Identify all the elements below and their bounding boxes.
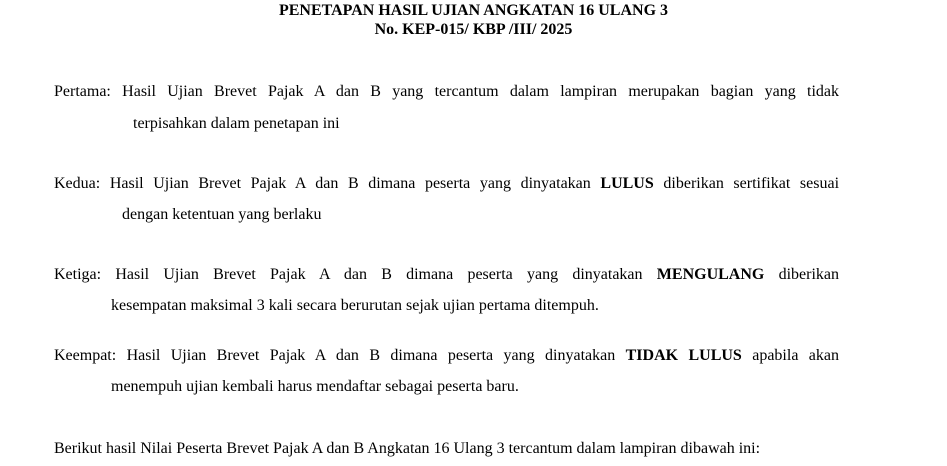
clause-pertama-line2: terpisahkan dalam penetapan ini [133, 115, 340, 132]
clause-kedua-line1 [54, 169, 839, 198]
clause-pertama-line1 [54, 77, 839, 106]
status-lulus: LULUS [600, 175, 654, 192]
document-title: PENETAPAN HASIL UJIAN ANGKATAN 16 ULANG 3 [278, 2, 669, 19]
clause-text: Hasil Ujian Brevet Pajak A dan B dimana peserta yang dinyatakan [109, 175, 591, 192]
clause-ketiga-line2: kesempatan maksimal 3 kali secara berurutan sejak ujian pertama ditempuh. [111, 297, 599, 314]
clause-ketiga-line1 [54, 260, 839, 289]
clause-label: Kedua: [54, 175, 101, 192]
clause-kedua-line2: dengan ketentuan yang berlaku [122, 206, 322, 223]
clause-keempat-line2: menempuh ujian kembali harus mendaftar sebagai peserta baru. [111, 378, 519, 395]
clause-text: diberikan [778, 266, 840, 283]
clause-text: Hasil Ujian Brevet Pajak A dan B dimana peserta yang dinyatakan [126, 347, 616, 364]
closing-statement: Berikut hasil Nilai Peserta Brevet Pajak A dan B Angkatan 16 Ulang 3 tercantum dalam lampiran dibawah ini: [54, 440, 761, 457]
clause-text: Hasil Ujian Brevet Pajak A dan B yang tercantum dalam lampiran merupakan bagian yang tidak [122, 83, 839, 100]
clause-label: Keempat: [54, 347, 117, 364]
status-mengulang: MENGULANG [656, 266, 765, 283]
clause-label: Ketiga: [54, 266, 102, 283]
clause-keempat-line1 [54, 341, 839, 370]
status-tidak-lulus: TIDAK LULUS [625, 347, 742, 364]
clause-label: Pertama: [54, 83, 111, 100]
document-number: No. KEP-015/ KBP /III/ 2025 [374, 21, 573, 38]
clause-text: Hasil Ujian Brevet Pajak A dan B dimana peserta yang dinyatakan [115, 266, 643, 283]
clause-text: apabila akan [752, 347, 840, 364]
clause-text: diberikan sertifikat sesuai [663, 175, 840, 192]
